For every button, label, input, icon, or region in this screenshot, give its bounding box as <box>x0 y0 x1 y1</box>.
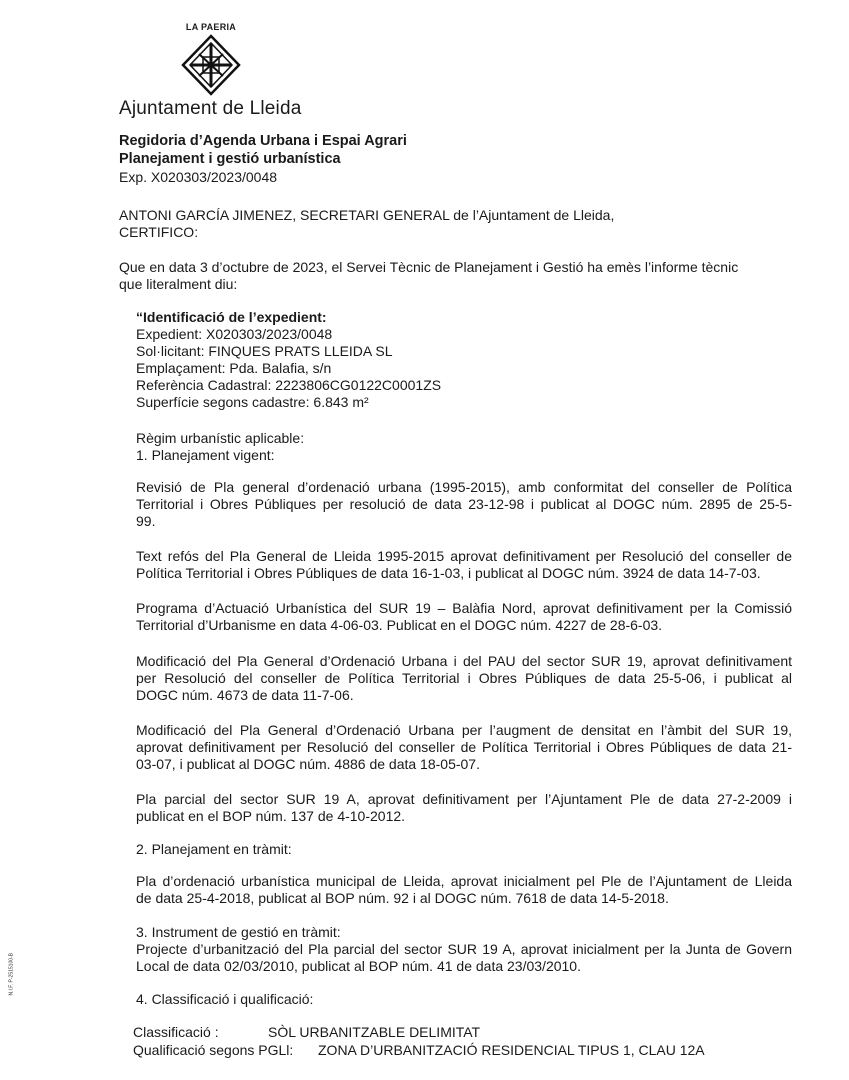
paragraph-6 <box>136 791 792 825</box>
paragraph-7-line: de data 25-4-2018, publicat al BOP núm. 92 i al DOGC núm. 7618 de data 14-5-2018. <box>136 890 669 906</box>
paragraph-1-line: Territorial i Obres Públiques per resolució de data 23-12-98 i publicat al DOGC núm. 2895 de 25-5- <box>136 496 792 512</box>
paragraph-4-line: DOGC núm. 4673 de data 11-7-06. <box>136 687 354 703</box>
secretary-line: ANTONI GARCÍA JIMENEZ, SECRETARI GENERAL de l’Ajuntament de Lleida, <box>119 207 615 223</box>
paragraph-2 <box>136 548 792 582</box>
paragraph-7-line: Pla d’ordenació urbanística municipal de Lleida, aprovat inicialment pel Ple de l’Ajuntament de Lleida <box>136 873 792 889</box>
section-4-heading: 4. Classificació i qualificació: <box>136 991 314 1007</box>
regim-item-1: 1. Planejament vigent: <box>136 447 275 463</box>
location-line: Emplaçament: Pda. Balafia, s/n <box>136 360 332 376</box>
paragraph-1-line: 99. <box>136 513 156 529</box>
identification-heading: “Identificació de l’expedient: <box>136 309 327 325</box>
paragraph-8-line: Local de data 02/03/2010, publicat al BOP núm. 41 de data 23/03/2010. <box>136 958 581 974</box>
paragraph-2-line: Política Territorial i Obres Públiques de data 16-1-03, i publicat al DOGC núm. 3924 de data 14-7-03. <box>136 565 761 581</box>
paragraph-2-line: Text refós del Pla General de Lleida 1995-2015 aprovat definitivament per Resolució del conseller de <box>136 548 792 564</box>
paragraph-6-line: Pla parcial del sector SUR 19 A, aprovat definitivament per l’Ajuntament Ple de data 27-2-2009 i <box>136 791 792 807</box>
certifico-line: CERTIFICO: <box>119 224 199 240</box>
paragraph-4-line: per Resolució del conseller de Política Territorial i Obres Públiques de data 25-5-06, i publicat al <box>136 670 792 686</box>
department-title: Regidoria d’Agenda Urbana i Espai Agrari <box>119 133 407 149</box>
paragraph-3-line: Territorial d’Urbanisme en data 4-06-03. Publicat en el DOGC núm. 4227 de 28-6-03. <box>136 617 663 633</box>
paragraph-3 <box>136 600 792 634</box>
logo-caption: LA PAERIA <box>185 22 237 32</box>
paragraph-4 <box>136 653 792 704</box>
paeria-emblem-icon <box>181 34 241 96</box>
qualification-label: Qualificació segons PGLl: <box>133 1042 294 1058</box>
paragraph-7 <box>136 873 792 907</box>
paeria-logo <box>178 22 244 100</box>
classification-value: SÒL URBANITZABLE DELIMITAT <box>268 1024 481 1040</box>
side-nif-text: N.I.F. P-2515100-B <box>8 952 15 996</box>
file-number: Exp. X020303/2023/0048 <box>119 169 278 185</box>
section-3-heading: 3. Instrument de gestió en tràmit: <box>136 924 341 940</box>
org-name: Ajuntament de Lleida <box>119 98 302 119</box>
paragraph-5-line: 03-07, i publicat al DOGC núm. 4886 de data 18-05-07. <box>136 756 480 772</box>
classification-label: Classificació : <box>133 1024 219 1040</box>
section-3 <box>136 924 792 975</box>
regim-heading: Règim urbanístic aplicable: <box>136 430 305 446</box>
paragraph-5-line: Modificació del Pla General d’Ordenació Urbana per l’augment de densitat en l’àmbit del SUR 19, <box>136 722 792 738</box>
paragraph-8-line: Projecte d’urbanització del Pla parcial del sector SUR 19 A, aprovat inicialment per la Junta de Govern <box>136 941 792 957</box>
section-title: Planejament i gestió urbanística <box>119 151 341 167</box>
intro-line-1: Que en data 3 d’octubre de 2023, el Servei Tècnic de Planejament i Gestió ha emès l’informe tècnic <box>119 259 739 275</box>
identification-block <box>136 309 441 411</box>
intro-line-2: que literalment diu: <box>119 276 238 292</box>
expedient-line: Expedient: X020303/2023/0048 <box>136 326 333 342</box>
paragraph-5 <box>136 722 792 773</box>
paragraph-3-line: Programa d’Actuació Urbanística del SUR 19 – Balàfia Nord, aprovat definitivament per la Comissió <box>136 600 792 616</box>
side-nif-reference <box>4 925 16 1000</box>
intro-paragraph <box>119 259 789 293</box>
qualification-value: ZONA D’URBANITZACIÓ RESIDENCIAL TIPUS 1, CLAU 12A <box>318 1042 705 1058</box>
paragraph-6-line: publicat en el BOP núm. 137 de 4-10-2012. <box>136 808 406 824</box>
regim-block <box>136 430 304 464</box>
paragraph-5-line: aprovat definitivament per Resolució del conseller de Política Territorial i Obres Públiques de data 21- <box>136 739 792 755</box>
paragraph-4-line: Modificació del Pla General d’Ordenació Urbana i del PAU del sector SUR 19, aprovat definitivament <box>136 653 792 669</box>
section-2-heading: 2. Planejament en tràmit: <box>136 841 292 857</box>
paragraph-1-line: Revisió de Pla general d’ordenació urbana (1995-2015), amb conformitat del conseller de Política <box>136 479 792 495</box>
surface-line: Superfície segons cadastre: 6.843 m² <box>136 394 369 410</box>
applicant-line: Sol·licitant: FINQUES PRATS LLEIDA SL <box>136 343 393 359</box>
cadastral-reference-line: Referència Cadastral: 2223806CG0122C0001ZS <box>136 377 442 393</box>
paragraph-1 <box>136 479 792 530</box>
